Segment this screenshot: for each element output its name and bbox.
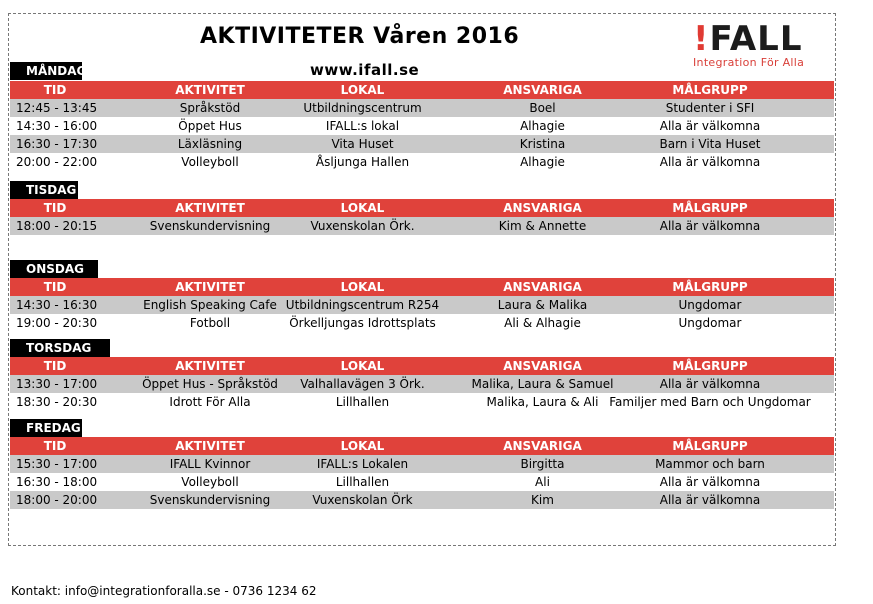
col-lokal: LOKAL: [340, 83, 385, 97]
table-cell: Lillhallen: [335, 475, 390, 489]
table-cell: Alla är välkomna: [659, 155, 761, 169]
column-header-row: [10, 357, 834, 375]
table-cell: Idrott För Alla: [169, 395, 251, 409]
table-cell: Alla är välkomna: [659, 493, 761, 507]
day-label-tisdag: TISDAG: [10, 181, 78, 199]
table-row: [10, 455, 834, 473]
table-row: [10, 296, 834, 314]
table-cell: Kristina: [519, 137, 566, 151]
table-cell: AKTIVITET: [175, 359, 245, 373]
table-cell: Volleyboll: [181, 475, 239, 489]
table-cell: Ungdomar: [678, 316, 742, 330]
table-cell: TID: [43, 439, 67, 453]
table-cell: Mammor och barn: [655, 457, 765, 471]
table-cell: 19:00 - 20:30: [16, 316, 98, 330]
table-cell: Utbildningscentrum R254: [285, 298, 440, 312]
table-cell: Alla är välkomna: [659, 475, 761, 489]
table-cell: MÅLGRUPP: [672, 201, 748, 215]
day-label-torsdag: TORSDAG: [10, 339, 110, 357]
table-cell: English Speaking Cafe: [143, 298, 277, 312]
table-cell: Studenter i SFI: [665, 101, 755, 115]
table-cell: Barn i Vita Huset: [659, 137, 761, 151]
table-cell: Laura & Malika: [497, 298, 588, 312]
table-cell: Svenskundervisning: [149, 219, 271, 233]
table-row: [10, 153, 834, 171]
table-cell: 18:30 - 20:30: [16, 395, 98, 409]
table-row: [10, 117, 834, 135]
table-row: [10, 393, 834, 411]
table-cell: 16:30 - 17:30: [16, 137, 98, 151]
ifall-logo: [693, 19, 813, 69]
table-cell: Alla är välkomna: [659, 119, 761, 133]
table-cell: 16:30 - 18:00: [16, 475, 98, 489]
table-cell: 18:00 - 20:00: [16, 493, 98, 507]
table-row: [10, 99, 834, 117]
table-cell: Alhagie: [520, 119, 565, 133]
table-cell: Familjer med Barn och Ungdomar: [609, 395, 811, 409]
table-cell: Språkstöd: [179, 101, 241, 115]
table-cell: TID: [43, 280, 67, 294]
table-cell: ANSVARIGA: [503, 359, 582, 373]
table-cell: Öppet Hus: [178, 119, 242, 133]
table-cell: AKTIVITET: [175, 201, 245, 215]
table-cell: AKTIVITET: [175, 280, 245, 294]
table-row: [10, 375, 834, 393]
table-cell: IFALL:s Lokalen: [316, 457, 409, 471]
table-cell: LOKAL: [340, 439, 385, 453]
table-cell: Alla är välkomna: [659, 219, 761, 233]
table-cell: Örkelljungas Idrottsplats: [289, 316, 436, 330]
table-cell: 15:30 - 17:00: [16, 457, 98, 471]
table-row: [10, 314, 834, 332]
table-cell: ANSVARIGA: [503, 201, 582, 215]
table-cell: Lillhallen: [335, 395, 390, 409]
table-cell: Öppet Hus - Språkstöd: [142, 377, 278, 391]
table-cell: Ali & Alhagie: [504, 316, 581, 330]
table-cell: Åsljunga Hallen: [315, 155, 410, 169]
table-cell: Läxläsning: [177, 137, 243, 151]
table-cell: Kim & Annette: [498, 219, 587, 233]
website-link[interactable]: www.ifall.se: [310, 61, 420, 79]
table-cell: TID: [43, 359, 67, 373]
column-header-row: [10, 437, 834, 455]
day-label-mandag: MÅNDAG: [10, 62, 82, 80]
table-cell: LOKAL: [340, 201, 385, 215]
table-cell: Valhallavägen 3 Örk.: [300, 377, 425, 391]
table-cell: Kim: [531, 493, 554, 507]
table-cell: MÅLGRUPP: [672, 359, 748, 373]
logo-tagline: Integration För Alla: [693, 56, 805, 69]
table-cell: 14:30 - 16:00: [16, 119, 98, 133]
column-header-row: [10, 199, 834, 217]
table-cell: Vita Huset: [331, 137, 394, 151]
contact-info: Kontakt: info@integrationforalla.se - 0736 1234 62: [11, 584, 317, 598]
table-row: [10, 135, 834, 153]
table-cell: 14:30 - 16:30: [16, 298, 98, 312]
table-cell: 13:30 - 17:00: [16, 377, 98, 391]
table-cell: LOKAL: [340, 280, 385, 294]
table-cell: Ungdomar: [678, 298, 742, 312]
table-cell: Vuxenskolan Örk: [312, 493, 413, 507]
table-cell: Fotboll: [189, 316, 231, 330]
col-tid: TID: [43, 83, 67, 97]
table-cell: 18:00 - 20:15: [16, 219, 98, 233]
table-cell: IFALL Kvinnor: [169, 457, 251, 471]
table-cell: IFALL:s lokal: [325, 119, 400, 133]
column-header-row: [10, 81, 834, 99]
column-header-row: [10, 278, 834, 296]
table-cell: Malika, Laura & Samuel: [471, 377, 614, 391]
table-cell: LOKAL: [340, 359, 385, 373]
table-cell: Volleyboll: [181, 155, 239, 169]
table-cell: ANSVARIGA: [503, 280, 582, 294]
table-cell: Alhagie: [520, 155, 565, 169]
table-cell: Alla är välkomna: [659, 377, 761, 391]
col-malgrupp: MÅLGRUPP: [672, 83, 748, 97]
table-cell: TID: [43, 201, 67, 215]
table-cell: Svenskundervisning: [149, 493, 271, 507]
table-row: [10, 473, 834, 491]
day-label-fredag: FREDAG: [10, 419, 82, 437]
table-cell: 20:00 - 22:00: [16, 155, 98, 169]
table-cell: AKTIVITET: [175, 439, 245, 453]
table-cell: Boel: [529, 101, 556, 115]
table-cell: MÅLGRUPP: [672, 280, 748, 294]
table-cell: MÅLGRUPP: [672, 439, 748, 453]
table-cell: 12:45 - 13:45: [16, 101, 98, 115]
table-cell: Vuxenskolan Örk.: [310, 219, 415, 233]
table-cell: Birgitta: [520, 457, 565, 471]
logo-mark: !FALL: [693, 19, 803, 59]
col-aktivitet: AKTIVITET: [175, 83, 245, 97]
col-ansvariga: ANSVARIGA: [503, 83, 582, 97]
page-title: AKTIVITETER Våren 2016: [200, 24, 520, 49]
table-row: [10, 217, 834, 235]
table-row: [10, 491, 834, 509]
table-cell: Malika, Laura & Ali: [486, 395, 599, 409]
day-label-onsdag: ONSDAG: [10, 260, 98, 278]
table-cell: ANSVARIGA: [503, 439, 582, 453]
table-cell: Ali: [535, 475, 550, 489]
table-cell: Utbildningscentrum: [303, 101, 422, 115]
